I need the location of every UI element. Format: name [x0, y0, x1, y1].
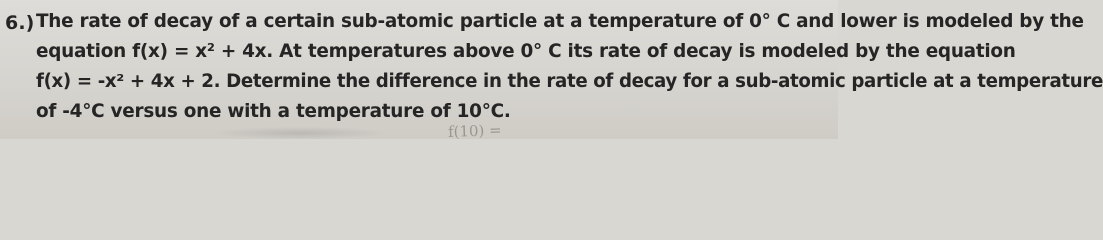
problem-text-line-2: equation f(x) = x² + 4x. At temperatures above 0° C its rate of decay is modeled by the equation	[36, 41, 1016, 62]
problem-text-line-1: The rate of decay of a certain sub-atomic particle at a temperature of 0° C and lower is modeled by the	[36, 11, 1084, 32]
problem-text-line-3: f(x) = -x² + 4x + 2. Determine the difference in the rate of decay for a sub-atomic particle at a temperature	[36, 71, 1103, 92]
problem-text-line-4: of -4°C versus one with a temperature of 10°C.	[36, 101, 511, 122]
handwritten-note: f(10) =	[447, 121, 502, 141]
page-shadow	[215, 127, 385, 139]
problem-number: 6.)	[5, 12, 35, 34]
